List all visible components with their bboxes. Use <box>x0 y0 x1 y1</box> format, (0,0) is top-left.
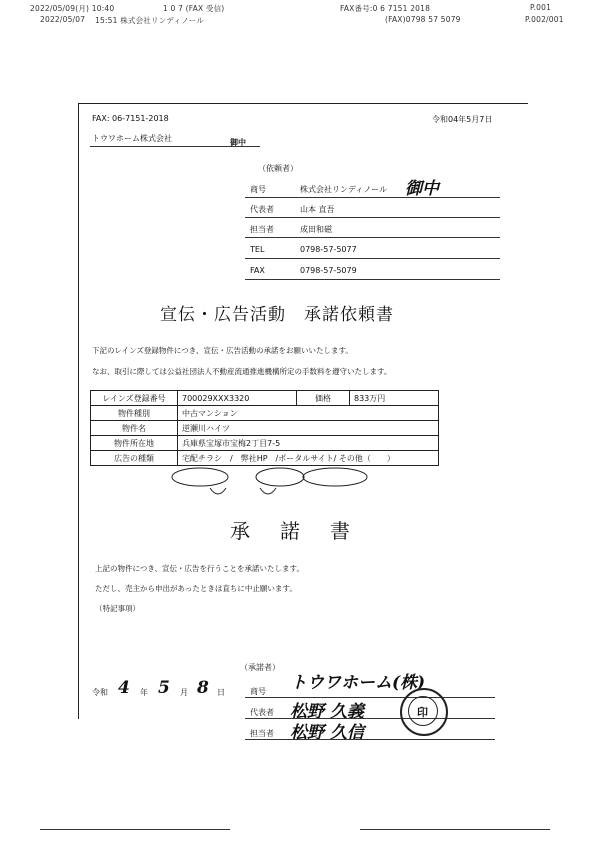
acceptor-name-label: 商号 <box>250 687 266 696</box>
property-type-label: 物件種別 <box>91 406 178 421</box>
company-seal <box>400 688 448 736</box>
acceptor-contact-label: 担当者 <box>250 729 274 738</box>
property-name-value: 逆瀬川ハイツ <box>178 421 439 436</box>
fax-header-sender: 15:51 株式会社リンディノール <box>95 16 204 25</box>
price-label: 価格 <box>297 391 350 406</box>
property-address-label: 物件所在地 <box>91 436 178 451</box>
intro-line-2: なお、取引に際しては公益社団法人不動産流通推進機構所定の手数料を遵守いたします。 <box>92 367 392 376</box>
acceptor-line-2 <box>245 718 495 719</box>
ad-selection-circles <box>170 460 370 505</box>
accept-date-month-unit: 月 <box>180 688 188 697</box>
acceptor-line-3 <box>245 739 495 740</box>
requester-rep-value: 山本 直吾 <box>300 205 335 214</box>
document-top-border <box>78 103 528 104</box>
acceptor-line-1 <box>245 697 495 698</box>
acceptance-line-2: ただし、売主から申出があったときは直ちに中止願います。 <box>95 584 297 593</box>
ad-type-label: 広告の種類 <box>91 451 178 466</box>
circle-portal <box>303 468 367 486</box>
company-seal-text: 印 <box>417 706 428 719</box>
requester-name-value: 株式会社リンディノール <box>300 185 387 194</box>
requester-contact-value: 成田和磁 <box>300 225 332 234</box>
requester-tel-value: 0798-57-5077 <box>300 245 357 254</box>
document-title: 宣伝・広告活動 承諾依頼書 <box>160 305 394 325</box>
requester-line-1 <box>245 197 500 198</box>
requester-contact-label: 担当者 <box>250 225 274 234</box>
requester-signature: 御中 <box>405 179 439 199</box>
accept-date-era: 令和 <box>92 688 108 697</box>
addressee-honorific: 御中 <box>230 138 246 147</box>
requester-heading: （依頼者） <box>258 164 298 173</box>
requester-line-2 <box>245 217 500 218</box>
property-type-value: 中古マンション <box>178 406 439 421</box>
requester-tel-label: TEL <box>250 245 265 254</box>
property-address-value: 兵庫県宝塚市宝梅2丁目7-5 <box>178 436 439 451</box>
circle-flyer <box>172 468 228 486</box>
acceptance-title: 承諾書 <box>230 519 380 543</box>
addressee-company: トウワホーム株式会社 <box>92 134 172 143</box>
accept-date-year: 4 <box>118 678 130 698</box>
fax-header-date: 2022/05/09(月) 10:40 <box>30 4 115 13</box>
accept-date-day: 8 <box>197 678 209 698</box>
ad-type-value: 宅配チラシ / 弊社HP /ポータルサイト/ その他（ ） <box>178 451 439 466</box>
acceptance-line-1: 上記の物件につき、宣伝・広告を行うことを承諾いたします。 <box>95 564 304 573</box>
requester-line-3 <box>245 237 500 238</box>
addressee-underline <box>90 146 260 147</box>
requester-line-5 <box>245 279 500 280</box>
property-name-label: 物件名 <box>91 421 178 436</box>
acceptor-rep-value: 松野 久義 <box>290 702 364 722</box>
reins-label: レインズ登録番号 <box>91 391 178 406</box>
accept-date-day-unit: 日 <box>217 688 225 697</box>
table-row <box>91 436 439 451</box>
requester-name-label: 商号 <box>250 185 266 194</box>
table-row <box>91 391 439 406</box>
table-row <box>91 406 439 421</box>
fax-header-page-2: P.002/001 <box>525 15 564 24</box>
price-value: 833万円 <box>350 391 439 406</box>
fax-header-sender-fax: (FAX)0798 57 5079 <box>385 15 461 24</box>
circle-hp <box>256 468 304 486</box>
document-date: 令和04年5月7日 <box>432 115 493 124</box>
reins-value: 700029XXX3320 <box>178 391 297 406</box>
fax-header-date-2: 2022/05/07 <box>40 15 86 24</box>
requester-rep-label: 代表者 <box>250 205 274 214</box>
special-notes-label: （特記事項） <box>95 604 140 613</box>
requester-fax-label: FAX <box>250 266 265 275</box>
footer-line-left <box>40 829 230 830</box>
accept-date-year-unit: 年 <box>140 688 148 697</box>
addressee-fax: FAX: 06-7151-2018 <box>92 114 169 123</box>
fax-header-page: P.001 <box>530 3 552 12</box>
intro-line-1: 下記のレインズ登録物件につき、宣伝・広告活動の承諾をお願いいたします。 <box>92 346 353 355</box>
requester-line-4 <box>245 258 500 259</box>
fax-header-number: FAX番号:0 6 7151 2018 <box>340 4 431 13</box>
footer-line-right <box>360 829 550 830</box>
acceptor-heading: （承諾者） <box>240 663 280 672</box>
acceptor-rep-label: 代表者 <box>250 708 274 717</box>
acceptor-contact-value: 松野 久信 <box>290 723 364 743</box>
table-row <box>91 421 439 436</box>
accept-date-month: 5 <box>158 678 170 698</box>
fax-header-receive: 1 0 7 (FAX 受信) <box>163 4 225 13</box>
requester-fax-value: 0798-57-5079 <box>300 266 357 275</box>
property-table <box>90 390 439 466</box>
acceptor-name-value: トウワホーム(株) <box>290 673 426 693</box>
